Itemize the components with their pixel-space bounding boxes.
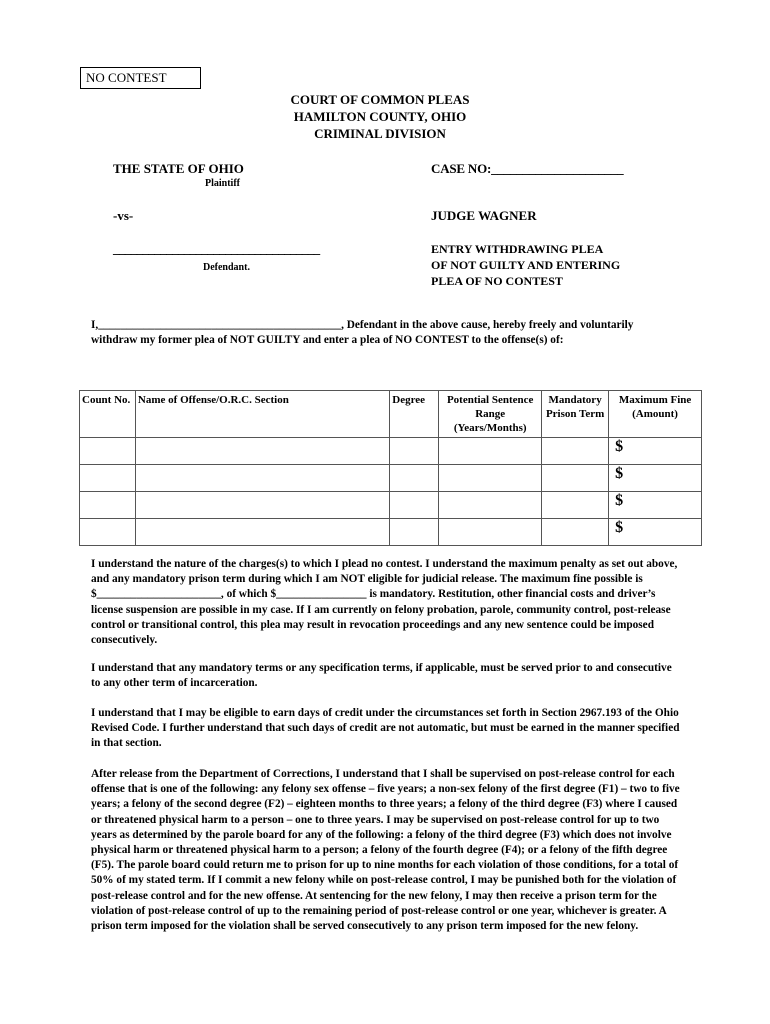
county-name: HAMILTON COUNTY, OHIO: [293, 109, 467, 124]
header-offense-name: Name of Offense/O.R.C. Section: [135, 391, 389, 438]
mandatory-term-cell[interactable]: [542, 438, 609, 465]
offense-table: [79, 390, 702, 546]
entry-title-line-1: ENTRY WITHDRAWING PLEA: [431, 242, 604, 256]
mandatory-term-cell[interactable]: [542, 465, 609, 492]
header-degree: Degree: [390, 391, 439, 438]
table-row: [80, 492, 702, 519]
count-no-cell[interactable]: [80, 438, 136, 465]
sentence-range-cell[interactable]: [439, 519, 542, 546]
court-name: COURT OF COMMON PLEAS: [290, 92, 470, 107]
degree-cell[interactable]: [390, 492, 439, 519]
header-mandatory-prison-term: Mandatory Prison Term: [542, 391, 609, 438]
count-no-cell[interactable]: [80, 492, 136, 519]
table-row: [80, 438, 702, 465]
defendant-label: Defendant.: [203, 262, 250, 273]
entry-title: [431, 241, 620, 289]
defendant-name-blank[interactable]: ___________________________________: [113, 241, 320, 256]
table-row: [80, 465, 702, 492]
degree-cell[interactable]: [390, 519, 439, 546]
entry-title-line-3: PLEA OF NO CONTEST: [431, 274, 563, 288]
no-contest-label-box: NO CONTEST: [80, 67, 201, 89]
degree-cell[interactable]: [390, 465, 439, 492]
sentence-range-cell[interactable]: [439, 465, 542, 492]
offense-name-cell[interactable]: [135, 492, 389, 519]
degree-cell[interactable]: [390, 438, 439, 465]
judge-name: JUDGE WAGNER: [431, 208, 537, 223]
credit-days-paragraph: I understand that I may be eligible to earn days of credit under the circumstances set forth in Section 2967.193 of the Ohio Revised Code. I further understand that such days of credit are not automatic, but must be earned in the manner specified in that section.: [91, 707, 680, 750]
sentence-range-cell[interactable]: [439, 492, 542, 519]
maximum-fine-cell[interactable]: $: [609, 519, 702, 546]
mandatory-terms-paragraph: I understand that any mandatory terms or any specification terms, if applicable, must be served prior to and consecutive to any other term of incarceration.: [91, 662, 672, 690]
penalty-understanding-paragraph: I understand the nature of the charges(s) to which I plead no contest. I understand the maximum penalty as set out above, and any mandatory prison term during which I am NOT eligible for judicial release. The maximum fine possible is $______________________, of which $________________ is mandatory. Restitution, other financial costs and driver’s license suspension are possible in my case. If I am currently on felony probation, parole, community control, post-release control or transitional control, this plea may result in revocation proceedings and any new sentence could be imposed consecutively.: [91, 558, 678, 647]
header-potential-sentence: Potential Sentence Range (Years/Months): [439, 391, 542, 438]
plea-statement: I,___________________________________________, Defendant in the above cause, hereby freely and voluntarily withdraw my former plea of NOT GUILTY and enter a plea of NO CONTEST to the offense(s) of:: [91, 319, 634, 347]
header-count-no: Count No.: [80, 391, 136, 438]
count-no-cell[interactable]: [80, 519, 136, 546]
case-number-field[interactable]: CASE NO:_____________________: [431, 161, 624, 176]
entry-title-line-2: OF NOT GUILTY AND ENTERING: [431, 258, 621, 272]
offense-name-cell[interactable]: [135, 438, 389, 465]
offense-name-cell[interactable]: [135, 465, 389, 492]
plaintiff-label: Plaintiff: [205, 178, 240, 189]
maximum-fine-cell[interactable]: $: [609, 492, 702, 519]
post-release-control-paragraph: After release from the Department of Corrections, I understand that I shall be supervised on post-release control for each offense that is one of the following: any felony sex offense – five years; a non-sex felony of the first degree (F1) – two to five years; a felony of the second degree (F2) – eighteen months to three years; a felony of the third degree (F3) where I caused or threatened physical harm to a person – one to three years. I may be supervised on post-release control for up to two years as determined by the parole board for any of the following: a felony of the third degree (F3) which does not involve physical harm or threatened physical harm to a person; a felony of the fourth degree (F4); or a felony of the fifth degree (F5). The parole board could return me to prison for up to nine months for each violation of those conditions, for a total of 50% of my stated term. If I commit a new felony while on post-release control, I may be punished both for the violation of post-release control and for the new offense. At sentencing for the new felony, I may then receive a prison term for the violation of post-release control of up to the remaining period of post-release control or one year, whichever is greater. A prison term imposed for the violation shall be served consecutively to any prison term imposed for the new felony.: [91, 768, 680, 933]
sentence-range-cell[interactable]: [439, 438, 542, 465]
plaintiff-name: THE STATE OF OHIO: [113, 161, 244, 176]
mandatory-term-cell[interactable]: [542, 519, 609, 546]
maximum-fine-cell[interactable]: $: [609, 465, 702, 492]
court-heading: [230, 91, 530, 142]
versus-label: -vs-: [113, 208, 134, 223]
offense-table-header: [80, 391, 702, 438]
division-name: CRIMINAL DIVISION: [314, 126, 446, 141]
table-row: [80, 519, 702, 546]
maximum-fine-cell[interactable]: $: [609, 438, 702, 465]
offense-name-cell[interactable]: [135, 519, 389, 546]
header-maximum-fine: Maximum Fine (Amount): [609, 391, 702, 438]
count-no-cell[interactable]: [80, 465, 136, 492]
mandatory-term-cell[interactable]: [542, 492, 609, 519]
